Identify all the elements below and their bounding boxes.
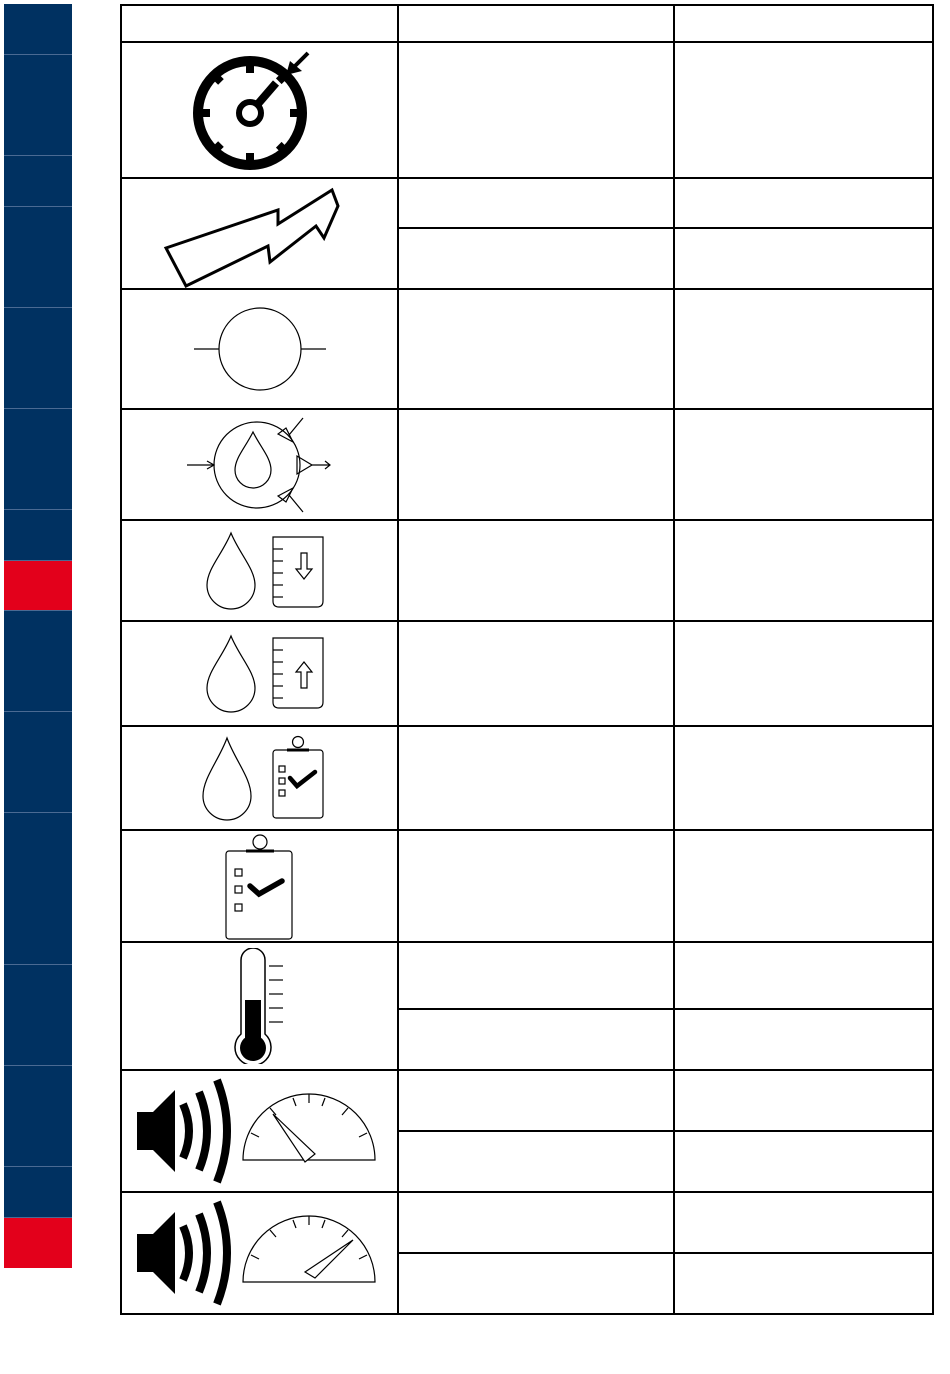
sidebar-tab (4, 409, 72, 510)
table-row (121, 42, 933, 178)
sidebar-tabs (4, 4, 72, 1368)
symbol-cell (121, 42, 398, 178)
note-text (675, 774, 932, 782)
note-text (675, 199, 932, 207)
table-header-row (121, 5, 933, 42)
description-cell (398, 726, 674, 830)
note-text (675, 567, 932, 575)
description-cell (398, 178, 674, 228)
description-text (399, 971, 673, 979)
fluid-distribution-icon (185, 412, 335, 518)
description-cell (398, 1192, 674, 1253)
note-text (675, 1096, 932, 1104)
note-cell (674, 289, 933, 409)
note-cell (674, 178, 933, 228)
sidebar-tab (4, 1167, 72, 1218)
table-row (121, 1070, 933, 1131)
table-row (121, 178, 933, 228)
sidebar-tab (4, 510, 72, 561)
sidebar-tab (4, 813, 72, 965)
fluid-check-icon (195, 730, 325, 826)
description-cell (398, 830, 674, 942)
checklist-icon (220, 831, 300, 941)
sidebar-tab (4, 965, 72, 1066)
symbol-cell (121, 942, 398, 1070)
symbol-cell (121, 520, 398, 621)
pressure-gauge-icon (190, 45, 330, 175)
table-row (121, 830, 933, 942)
sidebar-tab (4, 4, 72, 55)
description-cell (398, 520, 674, 621)
note-cell (674, 830, 933, 942)
description-text (399, 345, 673, 353)
note-text (675, 345, 932, 353)
sound-level-low-icon (135, 1198, 385, 1308)
sidebar-tab-active (4, 561, 72, 611)
note-text (675, 882, 932, 890)
symbol-cell (121, 1070, 398, 1192)
description-cell (398, 1070, 674, 1131)
note-cell (674, 1192, 933, 1253)
note-cell (674, 520, 933, 621)
symbol-table (120, 4, 934, 1315)
note-text (675, 971, 932, 979)
symbol-cell (121, 830, 398, 942)
description-cell (398, 228, 674, 289)
description-text (399, 106, 673, 114)
note-text (675, 1218, 932, 1226)
note-text (675, 1279, 932, 1287)
description-text (399, 1279, 673, 1287)
table-row (121, 1192, 933, 1253)
symbol-cell (121, 621, 398, 725)
description-cell (398, 1009, 674, 1070)
note-cell (674, 1253, 933, 1314)
description-text (399, 255, 673, 263)
symbol-cell (121, 289, 398, 409)
sidebar-tab-active (4, 1218, 72, 1268)
note-cell (674, 942, 933, 1009)
header-symbol (121, 5, 398, 42)
lightning-arrow-icon (160, 180, 360, 288)
sidebar-tab (4, 156, 72, 207)
note-text (675, 461, 932, 469)
description-cell (398, 42, 674, 178)
symbol-cell (121, 409, 398, 520)
symbol-cell (121, 726, 398, 830)
description-text (399, 1035, 673, 1043)
note-cell (674, 228, 933, 289)
symbol-cell (121, 178, 398, 289)
sidebar-tab (4, 712, 72, 813)
note-text (675, 1157, 932, 1165)
thermometer-icon (225, 948, 295, 1064)
description-cell (398, 942, 674, 1009)
sidebar-tab (4, 611, 72, 712)
fluid-level-high-icon (195, 630, 325, 716)
description-text (399, 1096, 673, 1104)
description-text (399, 567, 673, 575)
note-text (675, 106, 932, 114)
fluid-level-low-icon (195, 529, 325, 613)
description-text (399, 1157, 673, 1165)
table-row (121, 942, 933, 1009)
table-row (121, 726, 933, 830)
description-text (399, 669, 673, 677)
note-cell (674, 621, 933, 725)
header-note (674, 5, 933, 42)
pump-circle-icon (190, 304, 330, 394)
note-text (675, 1035, 932, 1043)
description-cell (398, 621, 674, 725)
note-cell (674, 42, 933, 178)
note-cell (674, 1009, 933, 1070)
symbol-cell (121, 1192, 398, 1314)
sidebar-tab (4, 207, 72, 308)
sidebar-tab (4, 55, 72, 156)
description-text (399, 882, 673, 890)
description-cell (398, 409, 674, 520)
sidebar-tab (4, 308, 72, 409)
sound-level-high-icon (135, 1076, 385, 1186)
table-row (121, 289, 933, 409)
description-text (399, 461, 673, 469)
description-cell (398, 1253, 674, 1314)
description-cell (398, 289, 674, 409)
sidebar-tab (4, 1066, 72, 1167)
description-text (399, 199, 673, 207)
table-row (121, 621, 933, 725)
table-row (121, 409, 933, 520)
header-description (398, 5, 674, 42)
note-text (675, 669, 932, 677)
note-cell (674, 1131, 933, 1192)
note-cell (674, 1070, 933, 1131)
note-text (675, 255, 932, 263)
note-cell (674, 409, 933, 520)
description-cell (398, 1131, 674, 1192)
table-row (121, 520, 933, 621)
note-cell (674, 726, 933, 830)
description-text (399, 1218, 673, 1226)
description-text (399, 774, 673, 782)
